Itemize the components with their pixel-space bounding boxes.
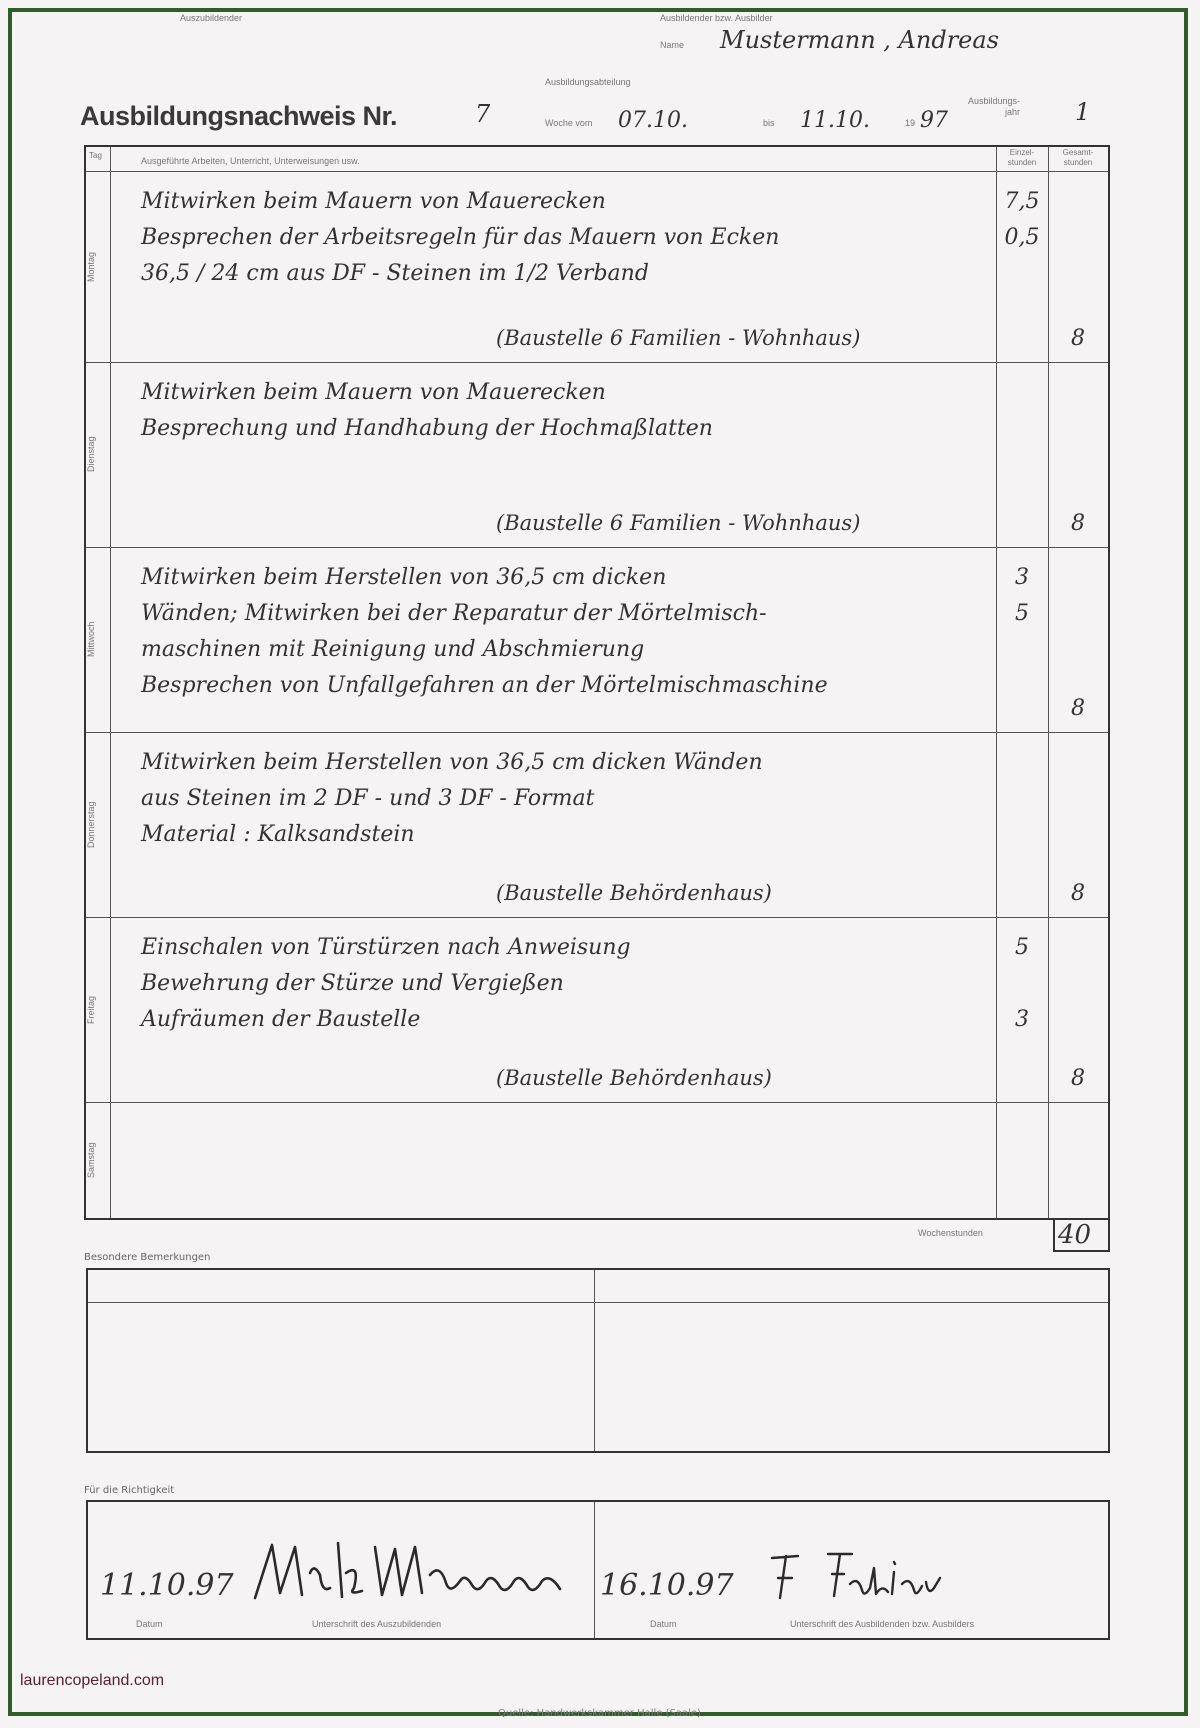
single-hours-value: 5 [1015, 601, 1029, 626]
single-hours-value: 7,5 [1004, 189, 1040, 214]
week-label: Woche vom [545, 118, 593, 128]
remarks-trainer-label: Ausbildender bzw. Ausbilder [660, 13, 773, 23]
row-divider [86, 917, 1108, 918]
name-value: Mustermann , Andreas [720, 26, 999, 54]
row-divider [86, 547, 1108, 548]
trainee-sign-date: 11.10.97 [100, 1568, 234, 1603]
source-note: Quelle: Handwerkskammer Halle (Saale) [498, 1708, 701, 1719]
column-header-tasks: Ausgeführte Arbeiten, Unterricht, Unterweisungen usw. [141, 156, 360, 166]
total-hours-value: 8 [1071, 511, 1085, 536]
year-label: 19 [905, 118, 916, 128]
single-hours-value: 5 [1015, 935, 1029, 960]
trainee-date-caption: Datum [136, 1619, 163, 1629]
trainer-sign-date: 16.10.97 [600, 1568, 734, 1603]
total-hours-value: 8 [1071, 696, 1085, 721]
activity-line: Bewehrung der Stürze und Vergießen [141, 971, 564, 996]
single-hours-value: 3 [1015, 1007, 1029, 1032]
activity-line: Besprechung und Handhabung der Hochmaßlatten [141, 416, 713, 441]
single-hours-value: 0,5 [1004, 225, 1040, 250]
activity-line: Mitwirken beim Herstellen von 36,5 cm dicken [141, 565, 667, 590]
row-divider [86, 1102, 1108, 1103]
activity-line: maschinen mit Reinigung und Abschmierung [141, 637, 645, 662]
day-label: Montag [86, 251, 96, 282]
day-label: Dienstag [86, 436, 96, 473]
total-hours-value: 8 [1071, 1066, 1085, 1091]
activity-line: Aufräumen der Baustelle [141, 1007, 421, 1032]
report-number: 7 [475, 100, 491, 128]
day-label: Freitag [86, 995, 96, 1024]
department-label: Ausbildungsabteilung [545, 77, 631, 87]
activity-line: Mitwirken beim Herstellen von 36,5 cm dicken Wänden [141, 750, 763, 775]
activity-line: Mitwirken beim Mauern von Mauerecken [141, 380, 606, 405]
day-column-divider [110, 147, 111, 1218]
week-from: 07.10. [618, 108, 688, 133]
remarks-header [88, 1270, 1108, 1303]
total-hours-divider [1048, 147, 1049, 1218]
correctness-label: Für die Richtigkeit [84, 1485, 175, 1496]
day-label: Donnerstag [86, 801, 96, 848]
total-hours-value: 8 [1071, 881, 1085, 906]
trainer-signature-caption: Unterschrift des Ausbildenden bzw. Ausbilders [790, 1619, 975, 1629]
row-divider [86, 362, 1108, 363]
column-header-single-hours: Einzel-stunden [1007, 148, 1037, 167]
training-year-value: 1 [1075, 98, 1091, 126]
activity-line: Material : Kalksandstein [141, 822, 415, 847]
column-header-total-hours: Gesamt-stunden [1062, 148, 1094, 167]
remarks-divider [594, 1270, 595, 1451]
trainer-date-caption: Datum [650, 1619, 677, 1629]
weekly-total-value: 40 [1058, 1220, 1092, 1250]
column-header-day: Tag [89, 151, 102, 160]
activity-line: aus Steinen im 2 DF - und 3 DF - Format [141, 786, 595, 811]
day-label: Mittwoch [86, 621, 96, 658]
total-hours-value: 8 [1071, 326, 1085, 351]
year-value: 97 [920, 108, 948, 133]
week-to: 11.10. [800, 108, 870, 133]
site-note: (Baustelle 6 Familien - Wohnhaus) [496, 326, 861, 350]
single-hours-divider [996, 147, 997, 1218]
remarks-box [86, 1268, 1110, 1453]
activity-line: Mitwirken beim Mauern von Mauerecken [141, 189, 606, 214]
signature-divider [594, 1502, 595, 1638]
day-label: Samstag [86, 1142, 96, 1178]
activity-line: Besprechen der Arbeitsregeln für das Mauern von Ecken [141, 225, 780, 250]
to-label: bis [763, 118, 775, 128]
activity-line: Besprechen von Unfallgefahren an der Mörtelmischmaschine [141, 673, 828, 698]
activity-line: Einschalen von Türstürzen nach Anweisung [141, 935, 631, 960]
row-divider [86, 732, 1108, 733]
training-year-label: Ausbildungs-jahr [967, 96, 1020, 117]
trainer-signature [768, 1548, 948, 1608]
trainee-signature-caption: Unterschrift des Auszubildenden [312, 1619, 442, 1629]
activity-line: 36,5 / 24 cm aus DF - Steinen im 1/2 Verband [141, 261, 649, 286]
name-label: Name [660, 40, 685, 50]
trainee-signature [250, 1533, 580, 1613]
site-note: (Baustelle 6 Familien - Wohnhaus) [496, 511, 861, 535]
activity-line: Wänden; Mitwirken bei der Reparatur der Mörtelmisch- [141, 601, 767, 626]
site-note: (Baustelle Behördenhaus) [496, 881, 772, 905]
activity-table [84, 145, 1110, 1220]
site-note: (Baustelle Behördenhaus) [496, 1066, 772, 1090]
header-divider [86, 171, 1108, 172]
remarks-label: Besondere Bemerkungen [84, 1252, 211, 1263]
watermark: laurencopeland.com [20, 1672, 165, 1689]
single-hours-value: 3 [1015, 565, 1029, 590]
page-title: Ausbildungsnachweis Nr. [80, 101, 398, 131]
weekly-total-label: Wochenstunden [918, 1228, 983, 1238]
remarks-trainee-label: Auszubildender [180, 13, 243, 23]
